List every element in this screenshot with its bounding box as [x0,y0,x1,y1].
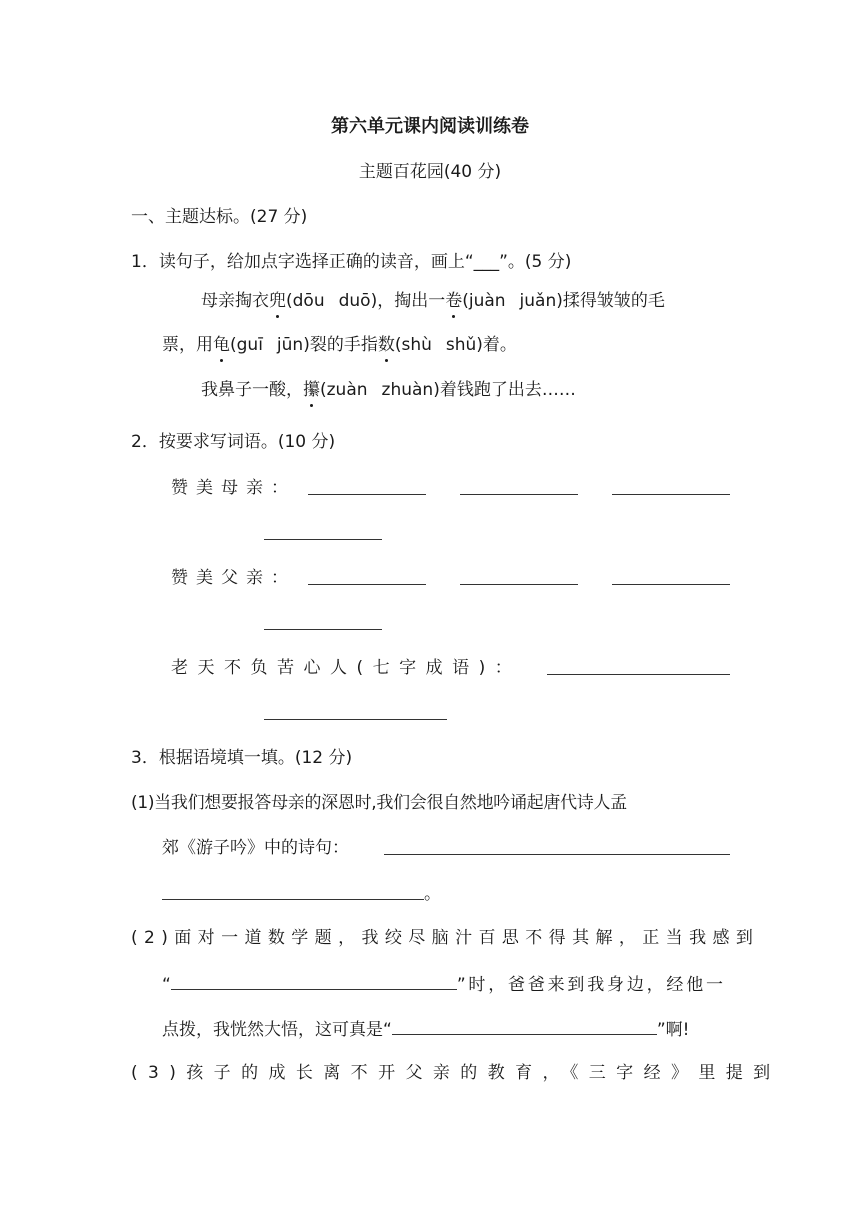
question-3-part-2-line-2: “ ”时，爸爸来到我身边，经他一 [162,971,726,997]
question-3-part-2-line-1: (2)面对一道数学题，我绞尽脑汁百思不得其解，正当我感到 [131,928,760,948]
question-1-sentence-1: 母亲掏衣兜(dōu duō)，掏出一卷(juàn juǎn)揉得皱皱的毛 [201,291,665,311]
praise-father-label: 赞美父亲： [171,568,296,588]
dotted-char: 卷 [445,291,463,311]
section-heading: 一、主题达标。(27 分) [131,207,308,227]
poem-blank-1[interactable] [384,836,730,855]
page-subtitle: 主题百花园(40 分) [358,162,502,182]
praise-mother-blank-1[interactable] [308,476,426,495]
question-3-part-1-line-1: (1)当我们想要报答母亲的深恩时,我们会很自然地吟诵起唐代诗人孟 [131,793,627,813]
praise-father-blank-1[interactable] [308,566,426,585]
question-1-sentence-2: 票，用龟(guī jūn)裂的手指数(shù shǔ)着。 [162,335,517,355]
dotted-char: 兜 [269,291,286,311]
praise-mother-blank-4[interactable] [264,521,382,540]
question-2-prompt: 2．按要求写词语。(10 分) [131,432,336,452]
feeling-blank[interactable] [171,971,457,990]
idiom-label: 老天不负苦心人(七字成语)： [171,658,522,678]
question-1-prompt: 1．读句子，给加点字选择正确的读音，画上“___”。(5 分) [131,252,572,272]
dotted-char: 攥 [303,380,320,400]
praise-mother-blank-3[interactable] [612,476,730,495]
idiom-blank-2[interactable] [264,701,447,720]
praise-mother-label: 赞美母亲： [171,478,296,498]
praise-father-blank-2[interactable] [460,566,578,585]
praise-father-blank-4[interactable] [264,611,382,630]
dotted-char: 龟 [213,335,230,355]
poem-blank-2[interactable] [162,881,424,900]
praise-mother-blank-2[interactable] [460,476,578,495]
question-1-sentence-3: 我鼻子一酸，攥(zuàn zhuàn)着钱跑了出去…… [201,380,576,400]
idiom-blank-1[interactable] [547,656,730,675]
question-3-prompt: 3．根据语境填一填。(12 分) [131,748,353,768]
dotted-char: 数 [377,335,395,355]
question-3-part-1-line-2: 郊《游子吟》中的诗句： [162,838,349,858]
question-3-part-2-line-3: 点拨，我恍然大悟，这可真是“ ”啊! [162,1016,689,1042]
saying-blank[interactable] [392,1016,657,1035]
question-3-part-1-end: 。 [424,884,441,904]
praise-father-blank-3[interactable] [612,566,730,585]
page-title: 第六单元课内阅读训练卷 [331,116,529,137]
question-3-part-3-line-1: (3)孩子的成长离不开父亲的教育，《三字经》里提到 [131,1063,781,1083]
